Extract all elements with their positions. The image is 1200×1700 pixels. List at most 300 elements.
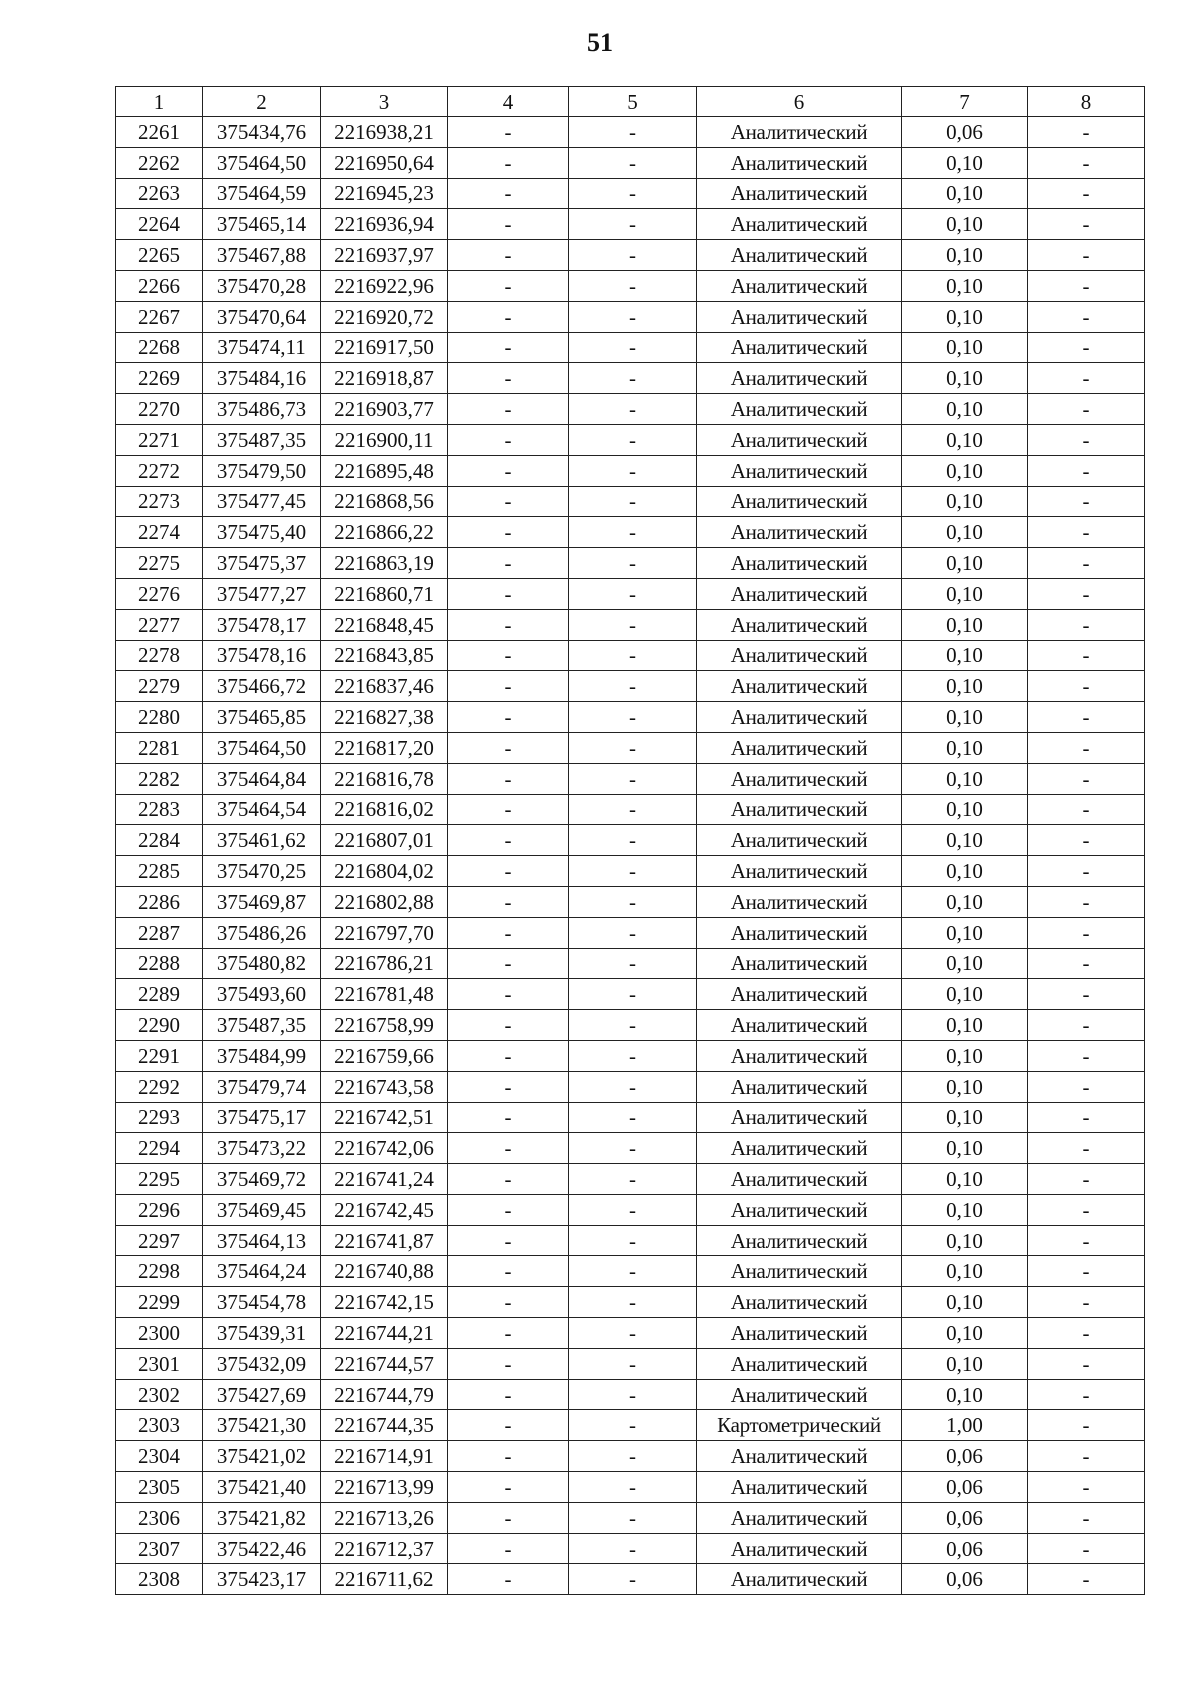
table-row: [116, 332, 1145, 363]
column-header: 2: [203, 87, 321, 117]
x-coordinate-cell: 375464,24: [203, 1256, 321, 1287]
y-coordinate-cell: 2216741,87: [321, 1225, 448, 1256]
column-5-cell: -: [569, 301, 697, 332]
method-cell: Аналитический: [697, 1164, 902, 1195]
column-4-cell: -: [448, 609, 569, 640]
accuracy-cell: 0,10: [902, 732, 1028, 763]
column-4-cell: -: [448, 578, 569, 609]
point-number-cell: 2292: [116, 1071, 203, 1102]
accuracy-cell: 1,00: [902, 1410, 1028, 1441]
y-coordinate-cell: 2216786,21: [321, 948, 448, 979]
column-8-cell: -: [1028, 1441, 1145, 1472]
accuracy-cell: 0,06: [902, 1564, 1028, 1595]
column-5-cell: -: [569, 948, 697, 979]
table-row: [116, 117, 1145, 148]
column-8-cell: -: [1028, 1194, 1145, 1225]
table-row: [116, 394, 1145, 425]
column-8-cell: -: [1028, 948, 1145, 979]
y-coordinate-cell: 2216938,21: [321, 117, 448, 148]
column-4-cell: -: [448, 856, 569, 887]
x-coordinate-cell: 375421,30: [203, 1410, 321, 1441]
column-4-cell: -: [448, 363, 569, 394]
accuracy-cell: 0,10: [902, 1287, 1028, 1318]
x-coordinate-cell: 375469,72: [203, 1164, 321, 1195]
method-cell: Аналитический: [697, 732, 902, 763]
y-coordinate-cell: 2216742,51: [321, 1102, 448, 1133]
x-coordinate-cell: 375469,87: [203, 886, 321, 917]
accuracy-cell: 0,10: [902, 363, 1028, 394]
column-5-cell: -: [569, 517, 697, 548]
table-row: [116, 1502, 1145, 1533]
point-number-cell: 2305: [116, 1472, 203, 1503]
column-header: 7: [902, 87, 1028, 117]
column-5-cell: -: [569, 763, 697, 794]
method-cell: Аналитический: [697, 702, 902, 733]
point-number-cell: 2300: [116, 1318, 203, 1349]
point-number-cell: 2264: [116, 209, 203, 240]
x-coordinate-cell: 375478,17: [203, 609, 321, 640]
table-row: [116, 1194, 1145, 1225]
method-cell: Аналитический: [697, 1010, 902, 1041]
point-number-cell: 2284: [116, 825, 203, 856]
column-header: 5: [569, 87, 697, 117]
point-number-cell: 2291: [116, 1040, 203, 1071]
method-cell: Аналитический: [697, 301, 902, 332]
column-8-cell: -: [1028, 917, 1145, 948]
accuracy-cell: 0,10: [902, 856, 1028, 887]
y-coordinate-cell: 2216922,96: [321, 270, 448, 301]
column-8-cell: -: [1028, 609, 1145, 640]
method-cell: Аналитический: [697, 1133, 902, 1164]
column-5-cell: -: [569, 1533, 697, 1564]
y-coordinate-cell: 2216804,02: [321, 856, 448, 887]
column-5-cell: -: [569, 1564, 697, 1595]
column-5-cell: -: [569, 1225, 697, 1256]
y-coordinate-cell: 2216741,24: [321, 1164, 448, 1195]
column-4-cell: -: [448, 1133, 569, 1164]
point-number-cell: 2272: [116, 455, 203, 486]
x-coordinate-cell: 375477,45: [203, 486, 321, 517]
column-4-cell: -: [448, 794, 569, 825]
table-row: [116, 455, 1145, 486]
table-row: [116, 1010, 1145, 1041]
accuracy-cell: 0,10: [902, 332, 1028, 363]
y-coordinate-cell: 2216742,15: [321, 1287, 448, 1318]
method-cell: Аналитический: [697, 209, 902, 240]
method-cell: Аналитический: [697, 363, 902, 394]
table-row: [116, 578, 1145, 609]
column-8-cell: -: [1028, 1348, 1145, 1379]
method-cell: Аналитический: [697, 794, 902, 825]
point-number-cell: 2308: [116, 1564, 203, 1595]
method-cell: Аналитический: [697, 1348, 902, 1379]
column-5-cell: -: [569, 702, 697, 733]
y-coordinate-cell: 2216759,66: [321, 1040, 448, 1071]
method-cell: Аналитический: [697, 1318, 902, 1349]
table-row: [116, 1133, 1145, 1164]
column-8-cell: -: [1028, 671, 1145, 702]
x-coordinate-cell: 375475,17: [203, 1102, 321, 1133]
column-5-cell: -: [569, 1133, 697, 1164]
y-coordinate-cell: 2216936,94: [321, 209, 448, 240]
column-8-cell: -: [1028, 548, 1145, 579]
accuracy-cell: 0,10: [902, 455, 1028, 486]
point-number-cell: 2294: [116, 1133, 203, 1164]
y-coordinate-cell: 2216868,56: [321, 486, 448, 517]
column-4-cell: -: [448, 979, 569, 1010]
y-coordinate-cell: 2216816,78: [321, 763, 448, 794]
column-4-cell: -: [448, 948, 569, 979]
column-4-cell: -: [448, 270, 569, 301]
y-coordinate-cell: 2216860,71: [321, 578, 448, 609]
x-coordinate-cell: 375479,74: [203, 1071, 321, 1102]
method-cell: Аналитический: [697, 825, 902, 856]
accuracy-cell: 0,10: [902, 301, 1028, 332]
point-number-cell: 2263: [116, 178, 203, 209]
accuracy-cell: 0,10: [902, 178, 1028, 209]
x-coordinate-cell: 375487,35: [203, 1010, 321, 1041]
column-5-cell: -: [569, 1441, 697, 1472]
point-number-cell: 2307: [116, 1533, 203, 1564]
y-coordinate-cell: 2216903,77: [321, 394, 448, 425]
point-number-cell: 2280: [116, 702, 203, 733]
column-5-cell: -: [569, 856, 697, 887]
table-body: [116, 117, 1145, 1595]
x-coordinate-cell: 375421,40: [203, 1472, 321, 1503]
method-cell: Аналитический: [697, 1071, 902, 1102]
accuracy-cell: 0,10: [902, 517, 1028, 548]
x-coordinate-cell: 375487,35: [203, 424, 321, 455]
x-coordinate-cell: 375475,37: [203, 548, 321, 579]
column-4-cell: -: [448, 240, 569, 271]
column-5-cell: -: [569, 1194, 697, 1225]
point-number-cell: 2302: [116, 1379, 203, 1410]
column-4-cell: -: [448, 1164, 569, 1195]
accuracy-cell: 0,06: [902, 1472, 1028, 1503]
column-4-cell: -: [448, 147, 569, 178]
table-row: [116, 1256, 1145, 1287]
table-row: [116, 424, 1145, 455]
x-coordinate-cell: 375464,59: [203, 178, 321, 209]
table-row: [116, 917, 1145, 948]
point-number-cell: 2277: [116, 609, 203, 640]
method-cell: Аналитический: [697, 886, 902, 917]
y-coordinate-cell: 2216807,01: [321, 825, 448, 856]
method-cell: Аналитический: [697, 1225, 902, 1256]
point-number-cell: 2295: [116, 1164, 203, 1195]
column-5-cell: -: [569, 609, 697, 640]
table-row: [116, 1348, 1145, 1379]
column-4-cell: -: [448, 1472, 569, 1503]
column-5-cell: -: [569, 1071, 697, 1102]
method-cell: Аналитический: [697, 1379, 902, 1410]
point-number-cell: 2303: [116, 1410, 203, 1441]
table-row: [116, 548, 1145, 579]
column-5-cell: -: [569, 1287, 697, 1318]
y-coordinate-cell: 2216758,99: [321, 1010, 448, 1041]
y-coordinate-cell: 2216848,45: [321, 609, 448, 640]
column-8-cell: -: [1028, 702, 1145, 733]
accuracy-cell: 0,10: [902, 886, 1028, 917]
y-coordinate-cell: 2216945,23: [321, 178, 448, 209]
point-number-cell: 2306: [116, 1502, 203, 1533]
accuracy-cell: 0,10: [902, 825, 1028, 856]
column-4-cell: -: [448, 424, 569, 455]
accuracy-cell: 0,10: [902, 1040, 1028, 1071]
table-row: [116, 301, 1145, 332]
method-cell: Аналитический: [697, 1564, 902, 1595]
point-number-cell: 2287: [116, 917, 203, 948]
y-coordinate-cell: 2216781,48: [321, 979, 448, 1010]
method-cell: Аналитический: [697, 856, 902, 887]
method-cell: Аналитический: [697, 1287, 902, 1318]
column-4-cell: -: [448, 1410, 569, 1441]
column-header: 8: [1028, 87, 1145, 117]
y-coordinate-cell: 2216816,02: [321, 794, 448, 825]
column-4-cell: -: [448, 394, 569, 425]
method-cell: Аналитический: [697, 1040, 902, 1071]
table-row: [116, 856, 1145, 887]
method-cell: Аналитический: [697, 332, 902, 363]
column-5-cell: -: [569, 147, 697, 178]
column-8-cell: -: [1028, 1472, 1145, 1503]
table-row: [116, 209, 1145, 240]
method-cell: Аналитический: [697, 979, 902, 1010]
column-8-cell: -: [1028, 424, 1145, 455]
column-header: 3: [321, 87, 448, 117]
column-5-cell: -: [569, 394, 697, 425]
column-5-cell: -: [569, 825, 697, 856]
column-4-cell: -: [448, 917, 569, 948]
column-8-cell: -: [1028, 1502, 1145, 1533]
y-coordinate-cell: 2216895,48: [321, 455, 448, 486]
column-4-cell: -: [448, 1318, 569, 1349]
point-number-cell: 2299: [116, 1287, 203, 1318]
method-cell: Аналитический: [697, 1502, 902, 1533]
column-5-cell: -: [569, 794, 697, 825]
point-number-cell: 2293: [116, 1102, 203, 1133]
column-5-cell: -: [569, 363, 697, 394]
column-8-cell: -: [1028, 301, 1145, 332]
column-header: 1: [116, 87, 203, 117]
accuracy-cell: 0,10: [902, 794, 1028, 825]
accuracy-cell: 0,10: [902, 147, 1028, 178]
point-number-cell: 2301: [116, 1348, 203, 1379]
method-cell: Аналитический: [697, 671, 902, 702]
x-coordinate-cell: 375464,50: [203, 147, 321, 178]
table-row: [116, 948, 1145, 979]
accuracy-cell: 0,06: [902, 1441, 1028, 1472]
column-4-cell: -: [448, 332, 569, 363]
table-row: [116, 270, 1145, 301]
point-number-cell: 2282: [116, 763, 203, 794]
column-8-cell: -: [1028, 763, 1145, 794]
table-row: [116, 1102, 1145, 1133]
column-8-cell: -: [1028, 517, 1145, 548]
y-coordinate-cell: 2216740,88: [321, 1256, 448, 1287]
table-row: [116, 640, 1145, 671]
method-cell: Аналитический: [697, 548, 902, 579]
column-5-cell: -: [569, 486, 697, 517]
table-row: [116, 147, 1145, 178]
accuracy-cell: 0,10: [902, 209, 1028, 240]
point-number-cell: 2278: [116, 640, 203, 671]
column-5-cell: -: [569, 1256, 697, 1287]
x-coordinate-cell: 375466,72: [203, 671, 321, 702]
method-cell: Аналитический: [697, 1472, 902, 1503]
column-4-cell: -: [448, 1194, 569, 1225]
method-cell: Аналитический: [697, 640, 902, 671]
column-8-cell: -: [1028, 1379, 1145, 1410]
method-cell: Аналитический: [697, 917, 902, 948]
point-number-cell: 2271: [116, 424, 203, 455]
x-coordinate-cell: 375474,11: [203, 332, 321, 363]
x-coordinate-cell: 375470,64: [203, 301, 321, 332]
table-row: [116, 363, 1145, 394]
column-5-cell: -: [569, 671, 697, 702]
y-coordinate-cell: 2216866,22: [321, 517, 448, 548]
y-coordinate-cell: 2216843,85: [321, 640, 448, 671]
method-cell: Аналитический: [697, 1102, 902, 1133]
column-5-cell: -: [569, 1410, 697, 1441]
accuracy-cell: 0,10: [902, 1318, 1028, 1349]
table-row: [116, 1533, 1145, 1564]
table-row: [116, 671, 1145, 702]
column-8-cell: -: [1028, 794, 1145, 825]
point-number-cell: 2265: [116, 240, 203, 271]
column-5-cell: -: [569, 1102, 697, 1133]
method-cell: Аналитический: [697, 424, 902, 455]
x-coordinate-cell: 375461,62: [203, 825, 321, 856]
x-coordinate-cell: 375427,69: [203, 1379, 321, 1410]
y-coordinate-cell: 2216827,38: [321, 702, 448, 733]
column-8-cell: -: [1028, 886, 1145, 917]
y-coordinate-cell: 2216743,58: [321, 1071, 448, 1102]
accuracy-cell: 0,10: [902, 948, 1028, 979]
x-coordinate-cell: 375432,09: [203, 1348, 321, 1379]
point-number-cell: 2270: [116, 394, 203, 425]
column-5-cell: -: [569, 548, 697, 579]
column-4-cell: -: [448, 1348, 569, 1379]
y-coordinate-cell: 2216802,88: [321, 886, 448, 917]
table-row: [116, 1564, 1145, 1595]
column-5-cell: -: [569, 578, 697, 609]
x-coordinate-cell: 375434,76: [203, 117, 321, 148]
method-cell: Аналитический: [697, 394, 902, 425]
column-5-cell: -: [569, 1318, 697, 1349]
table-row: [116, 732, 1145, 763]
column-4-cell: -: [448, 1533, 569, 1564]
y-coordinate-cell: 2216950,64: [321, 147, 448, 178]
method-cell: Аналитический: [697, 1533, 902, 1564]
page-number: 51: [587, 28, 613, 57]
accuracy-cell: 0,10: [902, 1164, 1028, 1195]
column-5-cell: -: [569, 1164, 697, 1195]
table-row: [116, 240, 1145, 271]
accuracy-cell: 0,10: [902, 1256, 1028, 1287]
y-coordinate-cell: 2216742,06: [321, 1133, 448, 1164]
column-4-cell: -: [448, 517, 569, 548]
column-8-cell: -: [1028, 640, 1145, 671]
table-row: [116, 1071, 1145, 1102]
column-8-cell: -: [1028, 147, 1145, 178]
accuracy-cell: 0,10: [902, 640, 1028, 671]
point-number-cell: 2283: [116, 794, 203, 825]
column-8-cell: -: [1028, 1040, 1145, 1071]
table-row: [116, 1441, 1145, 1472]
column-8-cell: -: [1028, 332, 1145, 363]
x-coordinate-cell: 375473,22: [203, 1133, 321, 1164]
column-4-cell: -: [448, 702, 569, 733]
column-4-cell: -: [448, 209, 569, 240]
column-4-cell: -: [448, 1441, 569, 1472]
column-8-cell: -: [1028, 1410, 1145, 1441]
column-5-cell: -: [569, 424, 697, 455]
column-4-cell: -: [448, 1379, 569, 1410]
point-number-cell: 2288: [116, 948, 203, 979]
method-cell: Аналитический: [697, 1194, 902, 1225]
table-row: [116, 702, 1145, 733]
column-8-cell: -: [1028, 1102, 1145, 1133]
column-8-cell: -: [1028, 1164, 1145, 1195]
column-4-cell: -: [448, 1502, 569, 1533]
column-4-cell: -: [448, 1564, 569, 1595]
column-8-cell: -: [1028, 240, 1145, 271]
table-row: [116, 1040, 1145, 1071]
column-5-cell: -: [569, 240, 697, 271]
point-number-cell: 2262: [116, 147, 203, 178]
column-5-cell: -: [569, 455, 697, 486]
column-5-cell: -: [569, 1472, 697, 1503]
column-8-cell: -: [1028, 1287, 1145, 1318]
method-cell: Аналитический: [697, 609, 902, 640]
method-cell: Аналитический: [697, 178, 902, 209]
method-cell: Аналитический: [697, 1441, 902, 1472]
column-4-cell: -: [448, 1040, 569, 1071]
point-number-cell: 2289: [116, 979, 203, 1010]
point-number-cell: 2275: [116, 548, 203, 579]
y-coordinate-cell: 2216797,70: [321, 917, 448, 948]
table-row: [116, 178, 1145, 209]
point-number-cell: 2286: [116, 886, 203, 917]
x-coordinate-cell: 375470,28: [203, 270, 321, 301]
table-row: [116, 517, 1145, 548]
point-number-cell: 2268: [116, 332, 203, 363]
column-4-cell: -: [448, 886, 569, 917]
method-cell: Аналитический: [697, 948, 902, 979]
column-5-cell: -: [569, 732, 697, 763]
column-5-cell: -: [569, 979, 697, 1010]
column-4-cell: -: [448, 640, 569, 671]
point-number-cell: 2269: [116, 363, 203, 394]
x-coordinate-cell: 375464,13: [203, 1225, 321, 1256]
x-coordinate-cell: 375484,16: [203, 363, 321, 394]
table-row: [116, 1287, 1145, 1318]
x-coordinate-cell: 375464,54: [203, 794, 321, 825]
column-5-cell: -: [569, 1502, 697, 1533]
column-8-cell: -: [1028, 363, 1145, 394]
accuracy-cell: 0,10: [902, 548, 1028, 579]
column-4-cell: -: [448, 825, 569, 856]
column-5-cell: -: [569, 886, 697, 917]
y-coordinate-cell: 2216712,37: [321, 1533, 448, 1564]
accuracy-cell: 0,10: [902, 1379, 1028, 1410]
x-coordinate-cell: 375477,27: [203, 578, 321, 609]
x-coordinate-cell: 375479,50: [203, 455, 321, 486]
point-number-cell: 2276: [116, 578, 203, 609]
x-coordinate-cell: 375478,16: [203, 640, 321, 671]
y-coordinate-cell: 2216744,35: [321, 1410, 448, 1441]
